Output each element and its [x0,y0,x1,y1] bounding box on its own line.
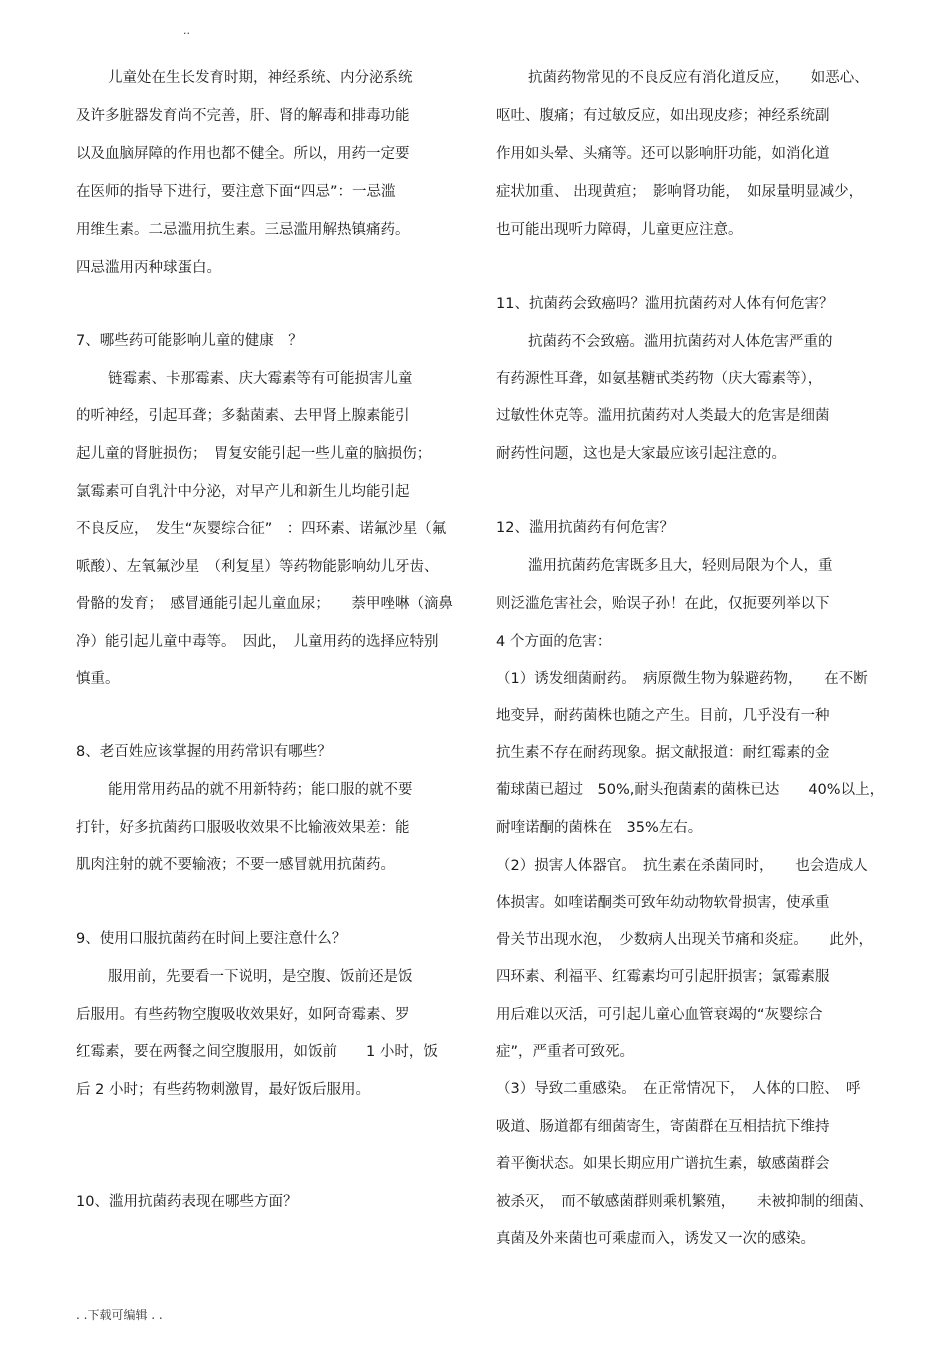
left-column-line: 后 2 小时；有些药物刺激胃，最好饭后服用。 [76,1082,370,1098]
right-column-line: 吸道、肠道都有细菌寄生，寄菌群在互相拮抗下维持 [496,1119,830,1135]
right-column-line: 地变异，耐药菌株也随之产生。目前，几乎没有一种 [496,708,830,724]
right-column-line: 则泛滥危害社会，贻误子孙！在此，仅扼要列举以下 [496,596,830,612]
right-column-line: 也可能出现听力障碍，儿童更应注意。 [496,222,743,238]
right-column-line: 抗菌药不会致癌。滥用抗菌药对人体危害严重的 [528,334,833,350]
left-column-line: 起儿童的肾脏损伤； 胃复安能引起一些儿童的脑损伤； [76,446,432,462]
left-column-line: 骨骼的发育； 感冒通能引起儿童血尿； 萘甲唑啉（滴鼻 [76,596,453,612]
left-column-line: 不良反应， 发生“灰婴综合征” ：四环素、诺氟沙星（氟 [76,521,447,537]
left-column-line: 儿童处在生长发育时期，神经系统、内分泌系统 [108,70,413,86]
right-column-line: 4 个方面的危害： [496,634,612,650]
left-column-line: 氯霉素可自乳汁中分泌，对早产儿和新生儿均能引起 [76,484,410,500]
right-column-line: 四环素、利福平、红霉素均可引起肝损害；氯霉素服 [496,969,830,985]
left-column-line: 及许多脏器发育尚不完善，肝、肾的解毒和排毒功能 [76,108,410,124]
left-column-line: 打针，好多抗菌药口服吸收效果不比输液效果差：能 [76,820,410,836]
left-column-line: 肌肉注射的就不要输液；不要一感冒就用抗菌药。 [76,857,395,873]
left-column-line: 哌酸）、左氧氟沙星 （利复星）等药物能影响幼儿牙齿、 [76,559,439,575]
left-column-line: 四忌滥用丙种球蛋白。 [76,260,221,276]
left-column-line: 10、滥用抗菌药表现在哪些方面？ [76,1194,298,1210]
right-column-line: 耐喹诺酮的菌株在 35%左右。 [496,820,703,836]
right-column-line: 滥用抗菌药危害既多且大，轻则局限为个人，重 [528,558,833,574]
right-column-line: 骨关节出现水泡， 少数病人出现关节痛和炎症。 此外， [496,932,873,948]
right-column-line: 真菌及外来菌也可乘虚而入，诱发又一次的感染。 [496,1231,815,1247]
right-column-line: 症”，严重者可致死。 [496,1044,635,1060]
right-column-line: 被杀灭， 而不敏感菌群则乘机繁殖， 未被抑制的细菌、 [496,1194,873,1210]
right-column-line: 葡球菌已超过 50%,耐头孢菌素的菌株已达 40%以上， [496,782,885,798]
left-column-line: 在医师的指导下进行，要注意下面“四忌”：一忌滥 [76,184,396,200]
right-column-line: 用后难以灭活，可引起儿童心血管衰竭的“灰婴综合 [496,1007,823,1023]
left-column-line: 9、使用口服抗菌药在时间上要注意什么？ [76,931,347,947]
left-column-line: 的听神经，引起耳聋；多黏菌素、去甲肾上腺素能引 [76,408,410,424]
right-column-line: 呕吐、腹痛；有过敏反应，如出现皮疹；神经系统副 [496,108,830,124]
right-column-line: 抗菌药物常见的不良反应有消化道反应， 如恶心、 [528,70,869,86]
right-column-line: （2）损害人体器官。 抗生素在杀菌同时， 也会造成人 [496,858,868,874]
right-column-line: （1）诱发细菌耐药。 病原微生物为躲避药物， 在不断 [496,671,868,687]
right-column-line: 耐药性问题，这也是大家最应该引起注意的。 [496,446,786,462]
left-column-line: 红霉素，要在两餐之间空腹服用，如饭前 1 小时，饭 [76,1044,438,1060]
left-column-line: 用维生素。二忌滥用抗生素。三忌滥用解热镇痛药。 [76,222,410,238]
left-column-line: 链霉素、卡那霉素、庆大霉素等有可能损害儿童 [108,371,413,387]
footer-text: . .下载可编辑 . . [76,1308,163,1322]
right-column-line: 12、滥用抗菌药有何危害？ [496,520,674,536]
left-column-line: 净）能引起儿童中毒等。 因此， 儿童用药的选择应特别 [76,634,439,650]
left-column-line: 服用前，先要看一下说明，是空腹、饭前还是饭 [108,969,413,985]
left-column-line: 以及血脑屏障的作用也都不健全。所以，用药一定要 [76,146,410,162]
left-column-line: 7、哪些药可能影响儿童的健康 ？ [76,333,303,349]
right-column-line: （3）导致二重感染。 在正常情况下， 人体的口腔、 呼 [496,1081,861,1097]
right-column-line: 作用如头晕、头痛等。还可以影响肝功能，如消化道 [496,146,830,162]
right-column-line: 11、抗菌药会致癌吗？滥用抗菌药对人体有何危害？ [496,296,834,312]
right-column-line: 体损害。如喹诺酮类可致年幼动物软骨损害，使承重 [496,895,830,911]
right-column-line: 着平衡状态。如果长期应用广谱抗生素，敏感菌群会 [496,1156,830,1172]
left-column-line: 能用常用药品的就不用新特药；能口服的就不要 [108,782,413,798]
left-column-line: 8、老百姓应该掌握的用药常识有哪些？ [76,744,332,760]
right-column-line: 有药源性耳聋，如氨基糖甙类药物（庆大霉素等）， [496,371,823,387]
header-dots: .. [183,24,190,37]
right-column-line: 抗生素不存在耐药现象。据文献报道：耐红霉素的金 [496,745,830,761]
left-column-line: 慎重。 [76,671,120,687]
left-column-line: 后服用。有些药物空腹吸收效果好，如阿奇霉素、罗 [76,1007,410,1023]
right-column-line: 症状加重、 出现黄疸； 影响肾功能， 如尿量明显减少， [496,184,864,200]
right-column-line: 过敏性休克等。滥用抗菌药对人类最大的危害是细菌 [496,408,830,424]
